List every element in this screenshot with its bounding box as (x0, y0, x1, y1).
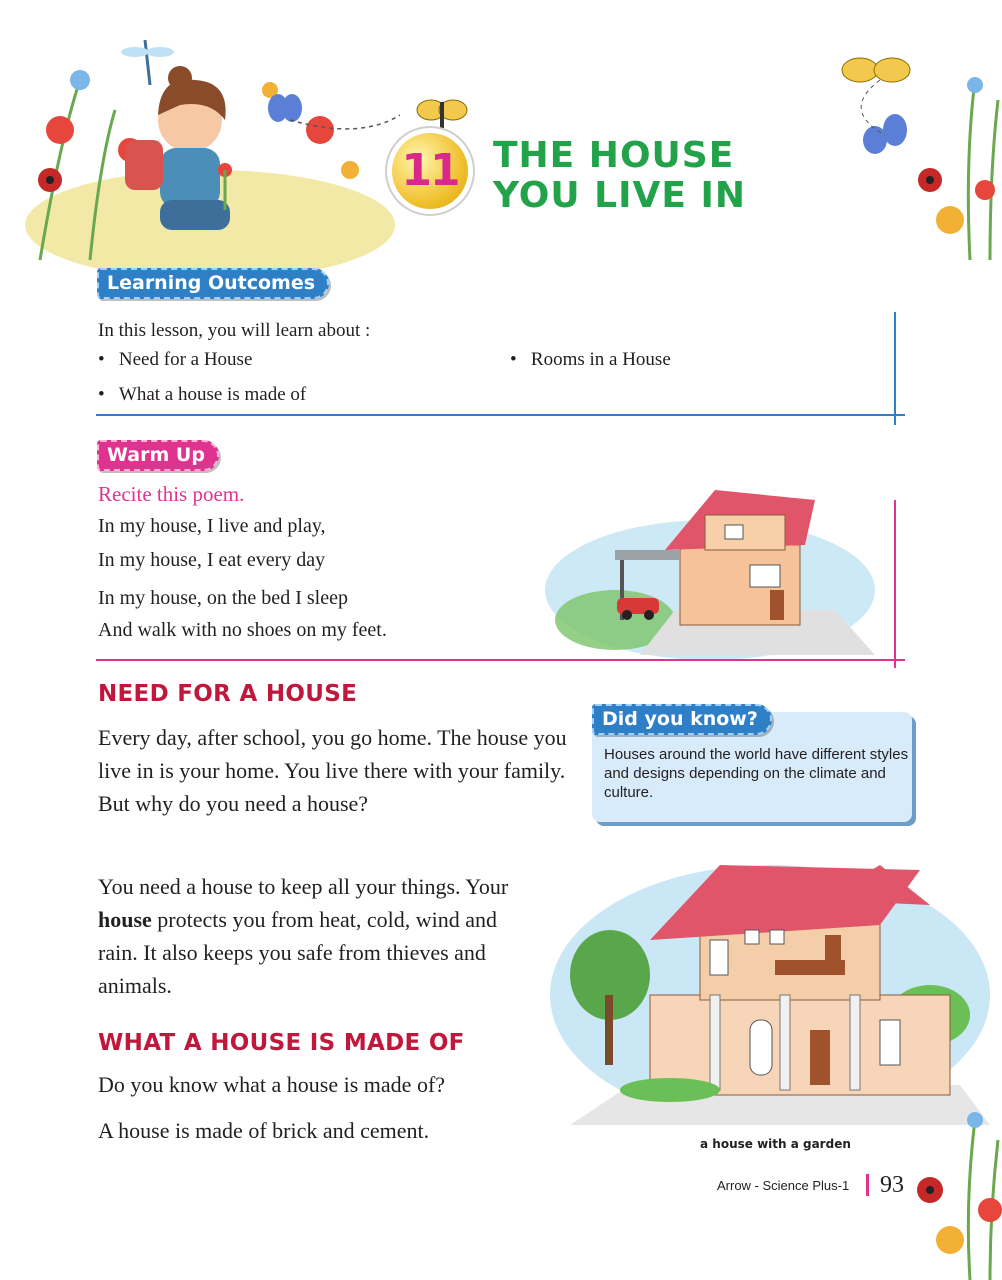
image-caption: a house with a garden (700, 1137, 851, 1151)
chapter-number: 11 (401, 145, 459, 196)
learning-outcomes-tag (97, 268, 329, 299)
poem-line: In my house, I live and play, (98, 515, 326, 537)
page-number: 93 (880, 1172, 904, 1198)
flowers-butterflies-illustration (800, 40, 1002, 260)
chapter-title (493, 136, 813, 216)
girl-flowers-illustration (20, 20, 400, 270)
did-you-know-tag (592, 704, 772, 735)
learning-outcome-item: • Rooms in a House (510, 349, 671, 370)
section-heading-made-of: WHAT A HOUSE IS MADE OF (98, 1030, 465, 1056)
paragraph-need-1: Every day, after school, you go home. The house you live in is your home. You live there with your family. But why do you need a house? (98, 725, 567, 816)
bold-keyword: house (98, 907, 152, 932)
butterfly-icon (415, 92, 470, 137)
section-heading-need: NEED FOR A HOUSE (98, 681, 358, 707)
learning-outcome-item: • What a house is made of (98, 384, 307, 405)
divider (894, 500, 896, 668)
warm-up-label: Warm Up (97, 440, 219, 471)
paragraph-need-2: You need a house to keep all your things. Your house protects you from heat, cold, wind and rain. It also keeps you safe from thieves and animals. (98, 874, 509, 998)
footer-book-title: Arrow - Science Plus-1 (717, 1178, 850, 1193)
paragraph-made-of-answer: A house is made of brick and cement. (98, 1118, 430, 1143)
did-you-know-label: Did you know? (592, 704, 772, 735)
footer-divider (866, 1174, 869, 1196)
chapter-title-line2: YOU LIVE IN (493, 175, 746, 216)
divider (894, 312, 896, 425)
learning-outcomes-intro: In this lesson, you will learn about : (98, 320, 371, 341)
learning-outcome-item: • Need for a House (98, 349, 253, 370)
house-illustration (545, 480, 875, 665)
warm-up-subtitle: Recite this poem. (98, 482, 245, 506)
divider (96, 659, 905, 661)
poem-line: In my house, on the bed I sleep (98, 587, 348, 609)
learning-outcomes-label: Learning Outcomes (97, 268, 329, 299)
warm-up-tag (97, 440, 219, 471)
did-you-know-text: Houses around the world have different styles and designs depending on the climate and culture. (604, 746, 909, 801)
flowers-ladybug-illustration (900, 1080, 1002, 1280)
poem-line: And walk with no shoes on my feet. (98, 619, 387, 641)
poem-line: In my house, I eat every day (98, 549, 326, 571)
chapter-title-line1: THE HOUSE (493, 135, 735, 176)
divider (96, 414, 905, 416)
paragraph-made-of-question: Do you know what a house is made of? (98, 1072, 446, 1097)
